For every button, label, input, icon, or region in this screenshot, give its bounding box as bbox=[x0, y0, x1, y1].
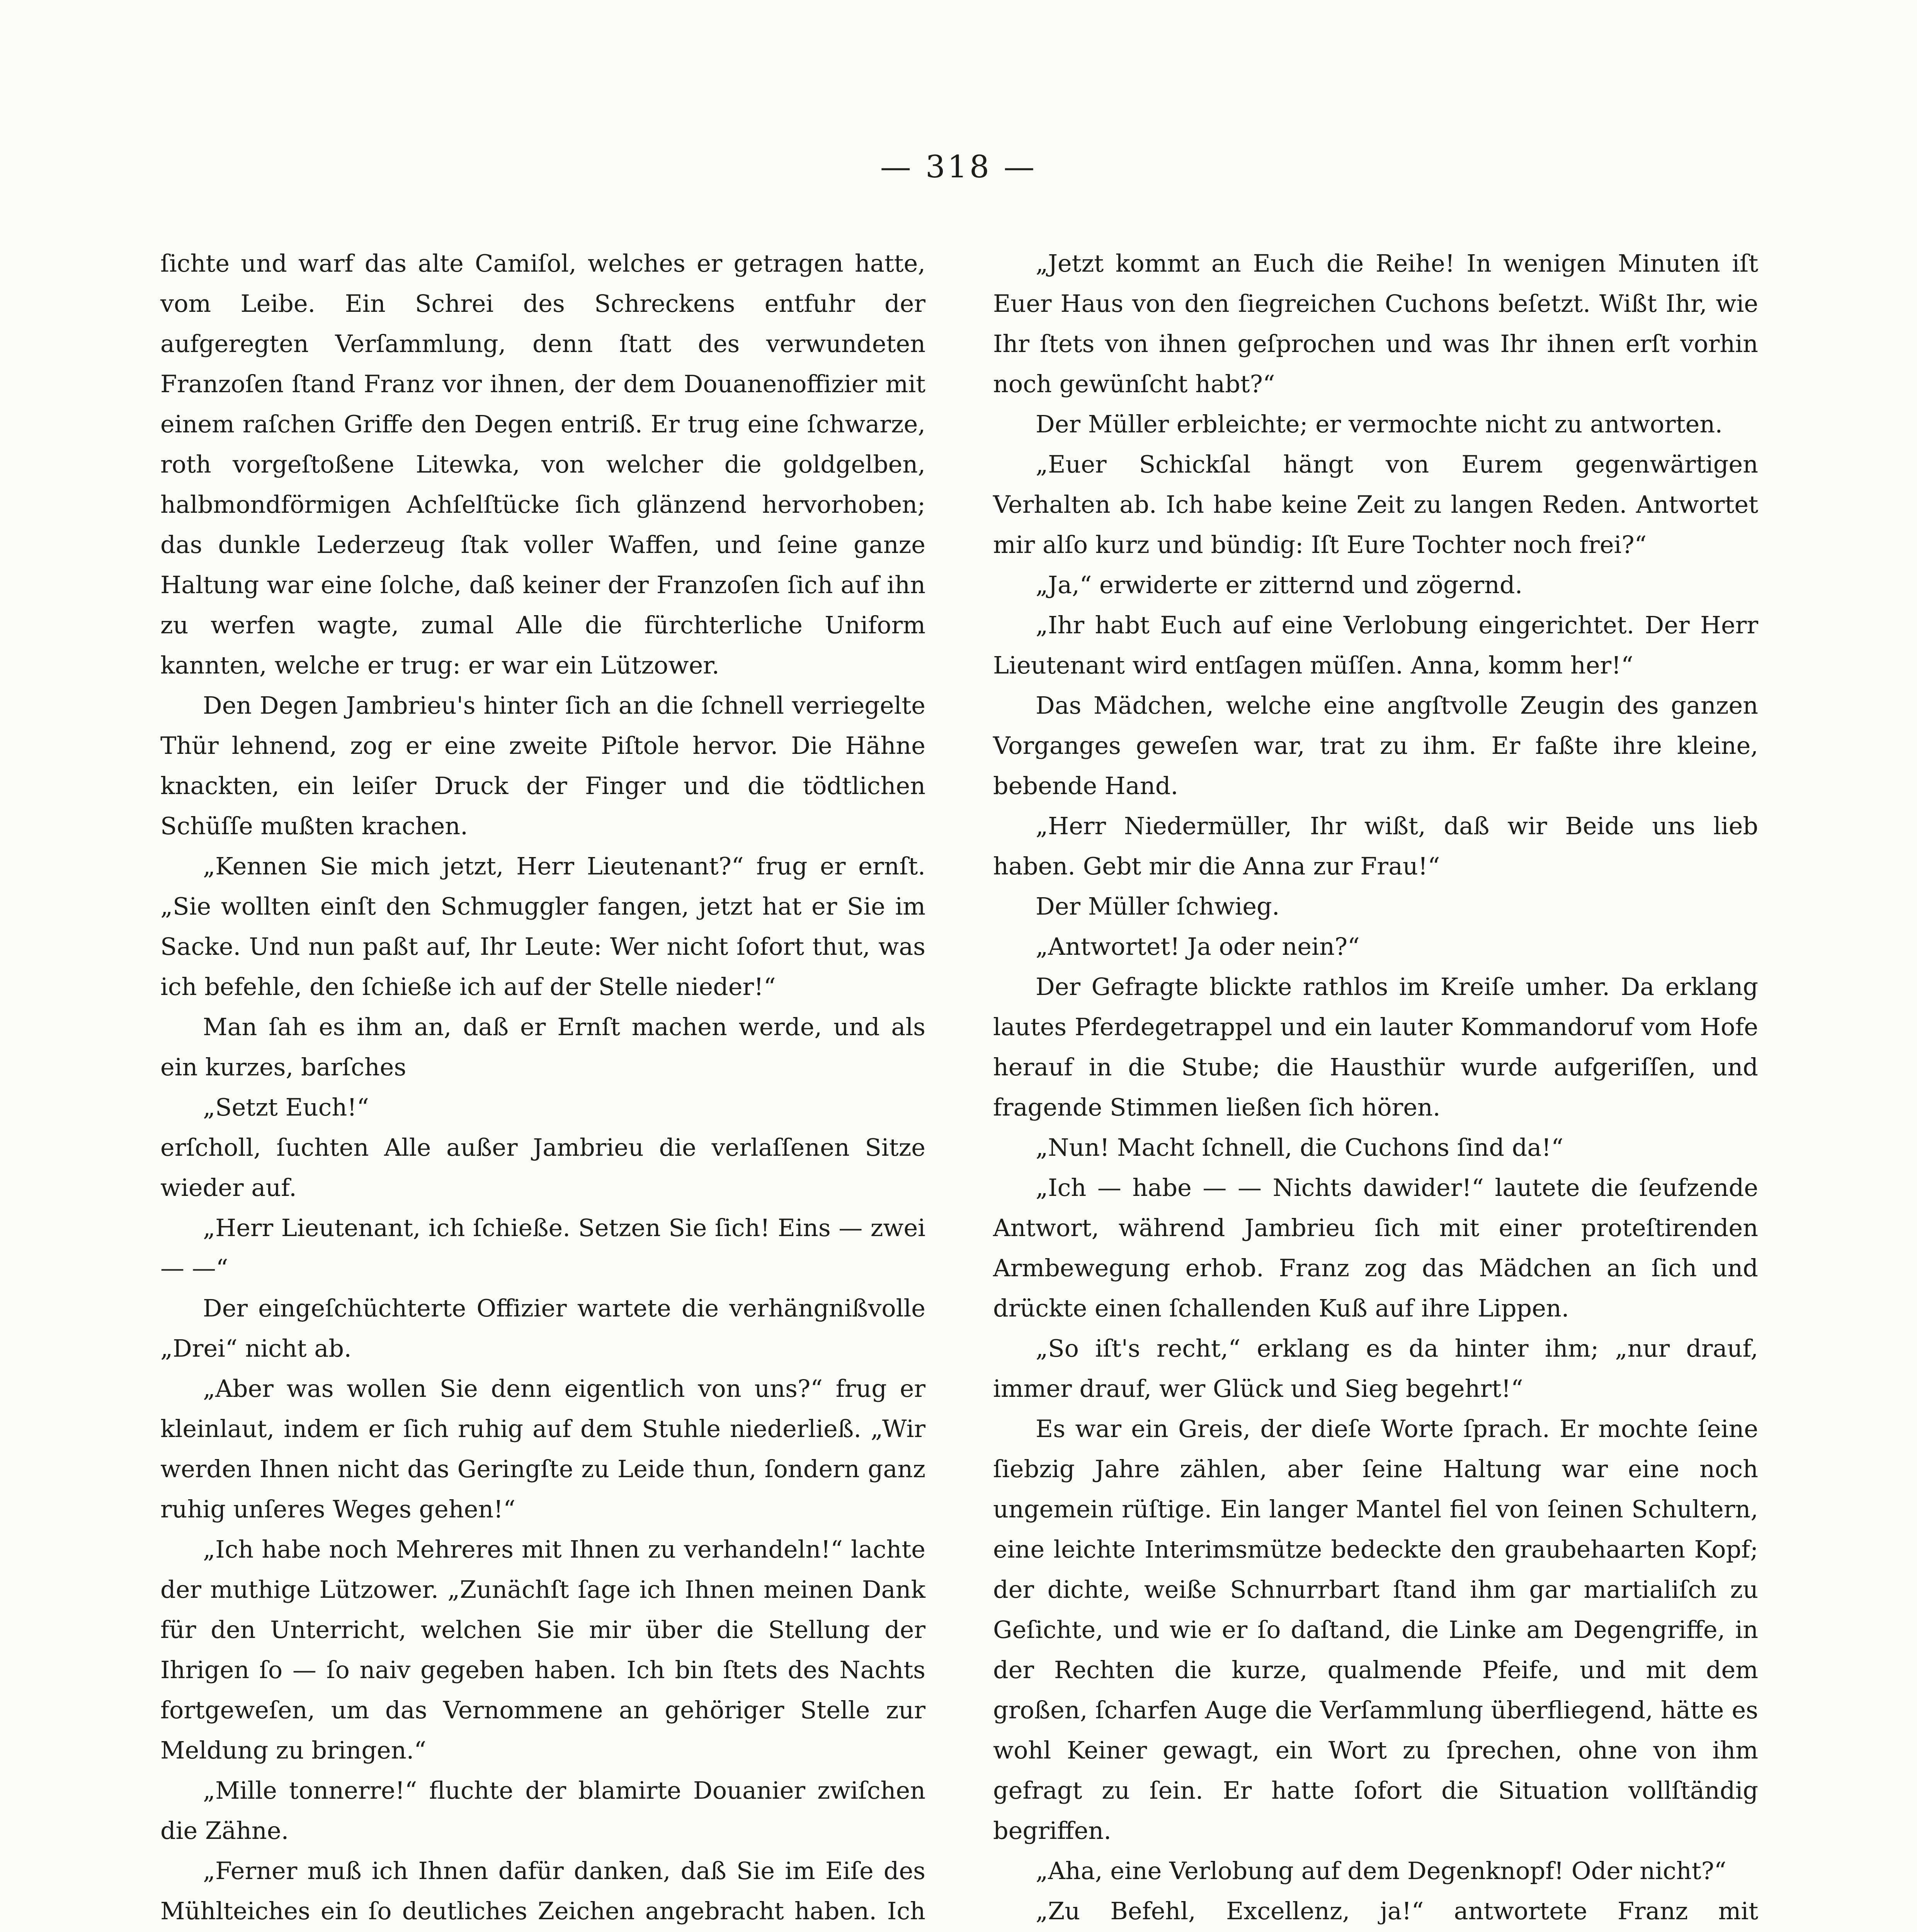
paragraph: Man ſah es ihm an, daß er Ernſt machen werde, und als ein kurzes, barſches bbox=[160, 1013, 925, 1081]
paragraph: Der Müller erbleichte; er vermochte nicht zu antworten. bbox=[1036, 410, 1723, 438]
paragraph: erſcholl, ſuchten Alle außer Jambrieu die verlaſſenen Sitze wieder auf. bbox=[160, 1133, 925, 1202]
paragraph: „Mille tonnerre!“ fluchte der blamirte Douanier zwiſchen die Zähne. bbox=[160, 1776, 925, 1845]
paragraph: „Zu Befehl, Excellenz, ja!“ antwortete Franz mit bbox=[1036, 1897, 1758, 1925]
text-column-left bbox=[160, 243, 925, 1932]
page-number: — 318 — bbox=[880, 149, 1037, 185]
paragraph: „Ich habe noch Mehreres mit Ihnen zu verhandeln!“ lachte der muthige Lützower. „Zunächſt ſage ich Ihnen meinen Dank für den Unterricht, welchen Sie mir über die Stellung der Ihrigen ſo — ſo naiv gegeben haben. Ich bin ſtets des Nachts fortgeweſen, um das Vernommene an gehöriger Stelle zur Meldung zu bringen.“ bbox=[160, 1535, 925, 1764]
paragraph: ſichte und warf das alte Camiſol, welches er getragen hatte, vom Leibe. Ein Schrei des Schreckens entfuhr der aufgeregten Verſammlung, denn ſtatt des verwundeten Franzoſen ſtand Franz vor ihnen, der dem Douanenoffizier mit einem raſchen Griffe den Degen entriß. Er trug eine ſchwarze, roth vorgeſtoßene Litewka, von welcher die goldgelben, halbmondförmigen Achſelſtücke ſich glänzend hervorhoben; das dunkle Lederzeug ſtak voller Waffen, und ſeine ganze Haltung war eine ſolche, daß keiner der Franzoſen ſich auf ihn zu werfen wagte, zumal Alle die fürchterliche Uniform kannten, welche er trug: er war ein Lützower. bbox=[160, 249, 925, 679]
paragraph: Das Mädchen, welche eine angſtvolle Zeugin des ganzen Vorganges geweſen war, trat zu ihm. Er faßte ihre kleine, bebende Hand. bbox=[993, 691, 1758, 800]
paragraph: Der Gefragte blickte rathlos im Kreiſe umher. Da erklang lautes Pferdegetrappel und ein lauter Kommandoruf vom Hofe herauf in die Stube; die Hausthür wurde aufgeriſſen, und fragende Stimmen ließen ſich hören. bbox=[993, 973, 1758, 1121]
paragraph: „Euer Schickſal hängt von Eurem gegenwärtigen Verhalten ab. Ich habe keine Zeit zu langen Reden. Antwortet mir alſo kurz und bündig: Iſt Eure Tochter noch frei?“ bbox=[993, 450, 1758, 559]
paragraph: „Ferner muß ich Ihnen dafür danken, daß Sie im Eiſe des Mühlteiches ein ſo deutliches Zeichen angebracht haben. Ich bbox=[160, 1857, 925, 1925]
paragraph: Der Müller ſchwieg. bbox=[1036, 892, 1280, 920]
paragraph: „Herr Niedermüller, Ihr wißt, daß wir Beide uns lieb haben. Gebt mir die Anna zur Frau!“ bbox=[993, 812, 1758, 880]
text-column-right bbox=[993, 243, 1758, 1932]
paragraph: Der eingeſchüchterte Offizier wartete die verhängnißvolle „Drei“ nicht ab. bbox=[160, 1294, 925, 1362]
paragraph: „Ich — habe — — Nichts dawider!“ lautete die ſeufzende Antwort, während Jambrieu ſich mit einer proteſtirenden Armbewegung erhob. Franz zog das Mädchen an ſich und drückte einen ſchallenden Kuß auf ihre Lippen. bbox=[993, 1173, 1758, 1322]
paragraph: „Jetzt kommt an Euch die Reihe! In wenigen Minuten iſt Euer Haus von den ſiegreichen Cuchons beſetzt. Wißt Ihr, wie Ihr ſtets von ihnen geſprochen und was Ihr ihnen erſt vorhin noch gewünſcht habt?“ bbox=[993, 249, 1758, 398]
paragraph: „Ja,“ erwiderte er zitternd und zögernd. bbox=[1036, 571, 1523, 599]
paragraph: „Nun! Macht ſchnell, die Cuchons ſind da!“ bbox=[1036, 1133, 1563, 1162]
paragraph: „Aber was wollen Sie denn eigentlich von uns?“ frug er kleinlaut, indem er ſich ruhig auf dem Stuhle niederließ. „Wir werden Ihnen nicht das Geringſte zu Leide thun, ſondern ganz ruhig unſeres Weges gehen!“ bbox=[160, 1374, 925, 1523]
paragraph: „Herr Lieutenant, ich ſchieße. Setzen Sie ſich! Eins — zwei — —“ bbox=[160, 1214, 925, 1282]
paragraph: „Ihr habt Euch auf eine Verlobung eingerichtet. Der Herr Lieutenant wird entſagen müſſen. Anna, komm her!“ bbox=[993, 611, 1758, 679]
paragraph: „Aha, eine Verlobung auf dem Degenknopf! Oder nicht?“ bbox=[1036, 1857, 1726, 1885]
paragraph: Den Degen Jambrieu's hinter ſich an die ſchnell verriegelte Thür lehnend, zog er eine zweite Piſtole hervor. Die Hähne knackten, ein leiſer Druck der Finger und die tödtlichen Schüſſe mußten krachen. bbox=[160, 691, 925, 840]
paragraph: „Antwortet! Ja oder nein?“ bbox=[1036, 932, 1360, 961]
paragraph: „So iſt's recht,“ erklang es da hinter ihm; „nur drauf, immer drauf, wer Glück und Sieg begehrt!“ bbox=[993, 1334, 1758, 1403]
paragraph: „Setzt Euch!“ bbox=[203, 1093, 369, 1121]
paragraph: „Kennen Sie mich jetzt, Herr Lieutenant?“ frug er ernſt. „Sie wollten einſt den Schmuggler fangen, jetzt hat er Sie im Sacke. Und nun paßt auf, Ihr Leute: Wer nicht ſofort thut, was ich befehle, den ſchieße ich auf der Stelle nieder!“ bbox=[160, 852, 925, 1001]
paragraph: Es war ein Greis, der dieſe Worte ſprach. Er mochte ſeine ſiebzig Jahre zählen, aber ſeine Haltung war eine noch ungemein rüſtige. Ein langer Mantel fiel von ſeinen Schultern, eine leichte Interimsmütze bedeckte den graubehaarten Kopf; der dichte, weiße Schnurrbart ſtand ihm gar martialiſch zu Geſichte, und wie er ſo daſtand, die Linke am Degengriffe, in der Rechten die kurze, qualmende Pfeife, und mit dem großen, ſcharfen Auge die Verſammlung überfliegend, hätte es wohl Keiner gewagt, ein Wort zu ſprechen, ohne von ihm gefragt zu ſein. Er hatte ſofort die Situation vollſtändig begriffen. bbox=[993, 1415, 1758, 1845]
